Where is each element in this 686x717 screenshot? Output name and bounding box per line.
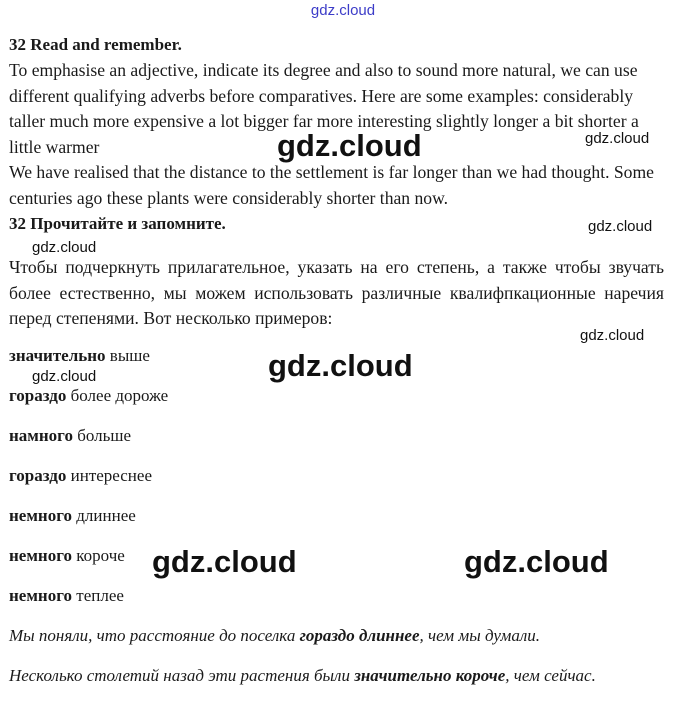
watermark: gdz.cloud xyxy=(32,368,97,385)
example-adverb: намного xyxy=(9,426,73,445)
russian-paragraph: Чтобы подчеркнуть прилагательное, указать на его степень, а также чтобы звучать более естественно, мы можем использовать различные квалифпкационные наречия перед степенями. Вот несколько примеров: xyxy=(9,257,664,328)
sentence-text: , чем мы думали. xyxy=(419,626,540,645)
example-item xyxy=(9,426,131,446)
sentence-text: , чем сейчас. xyxy=(505,666,596,685)
example-rest: длиннее xyxy=(72,506,136,525)
watermark: gdz.cloud xyxy=(32,239,97,256)
example-item xyxy=(9,546,125,566)
watermark-top: gdz.cloud xyxy=(310,2,376,19)
watermark: gdz.cloud xyxy=(152,544,297,579)
example-rest: больше xyxy=(72,426,132,445)
example-rest: выше xyxy=(105,346,150,365)
sentence-text: Несколько столетий назад эти растения были xyxy=(9,666,355,685)
russian-sentence-2 xyxy=(9,662,664,690)
watermark: gdz.cloud xyxy=(268,348,413,383)
sentence-emphasis: гораздо длиннее xyxy=(299,626,420,645)
example-item xyxy=(9,466,152,486)
example-adverb: гораздо xyxy=(9,466,67,485)
example-rest: более дороже xyxy=(66,386,169,405)
russian-sentence-1 xyxy=(9,622,664,650)
example-item xyxy=(9,506,136,526)
example-item xyxy=(9,386,168,406)
watermark: gdz.cloud xyxy=(585,130,650,147)
example-rest: короче xyxy=(72,546,125,565)
english-paragraph-1: To emphasise an adjective, indicate its degree and also to sound more natural, we can use different qualifying adverbs before comparatives. Here are some examples: considerably taller much more expensive a lot bigger far more interesting slightly longer a bit shorter a little warmer xyxy=(9,60,639,157)
sentence-text: Мы поняли, что расстояние до поселка xyxy=(9,626,300,645)
english-paragraph-2: We have realised that the distance to the settlement is far longer than we had thought. Some centuries ago these plants were considerably shorter than now. xyxy=(9,162,654,208)
watermark: gdz.cloud xyxy=(277,128,422,163)
example-item xyxy=(9,346,150,366)
sentence-emphasis: значительно короче xyxy=(354,666,506,685)
english-heading: 32 Read and remember. xyxy=(9,35,182,54)
example-item xyxy=(9,586,124,606)
example-adverb: немного xyxy=(9,546,73,565)
example-adverb: немного xyxy=(9,586,73,605)
watermark: gdz.cloud xyxy=(580,327,645,344)
russian-heading: 32 Прочитайте и запомните. xyxy=(9,214,226,233)
watermark: gdz.cloud xyxy=(464,544,609,579)
example-adverb: гораздо xyxy=(9,386,67,405)
watermark: gdz.cloud xyxy=(588,218,653,235)
example-rest: интереснее xyxy=(66,466,152,485)
example-adverb: немного xyxy=(9,506,73,525)
example-adverb: значительно xyxy=(9,346,106,365)
example-rest: теплее xyxy=(72,586,124,605)
